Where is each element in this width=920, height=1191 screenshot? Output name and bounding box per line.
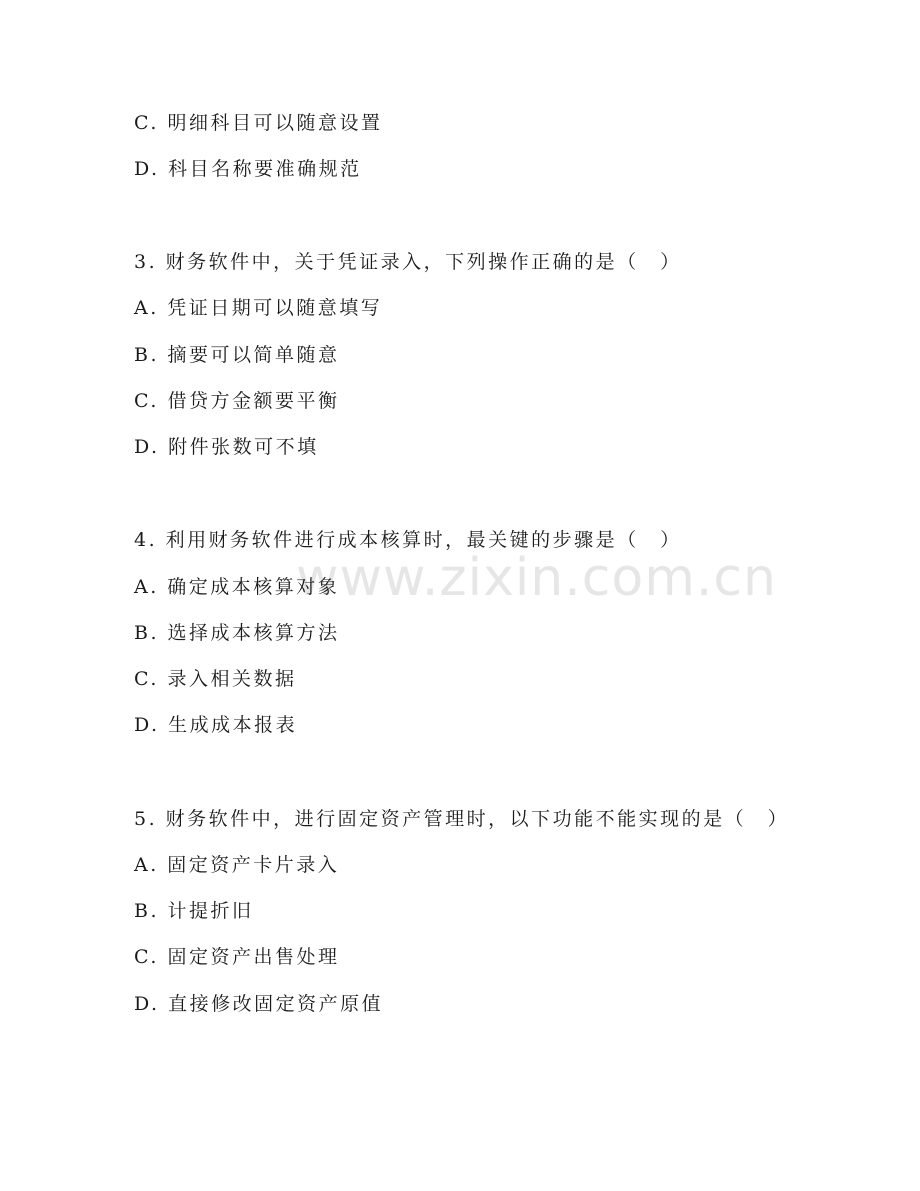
question-5: 5. 财务软件中，进行固定资产管理时，以下功能不能实现的是（ ） bbox=[134, 808, 790, 830]
option-c-q5: C. 固定资产出售处理 bbox=[134, 946, 340, 968]
option-d-q2: D. 科目名称要准确规范 bbox=[134, 158, 362, 180]
option-c-q4: C. 录入相关数据 bbox=[134, 668, 297, 690]
option-d-q3: D. 附件张数可不填 bbox=[134, 436, 319, 458]
watermark: www.zixin.com.cn bbox=[296, 548, 777, 608]
option-b-q3: B. 摘要可以简单随意 bbox=[134, 344, 340, 366]
option-d-q4: D. 生成成本报表 bbox=[134, 714, 298, 736]
option-c-q2: C. 明细科目可以随意设置 bbox=[134, 112, 383, 134]
option-d-q5: D. 直接修改固定资产原值 bbox=[134, 993, 384, 1015]
option-a-q3: A. 凭证日期可以随意填写 bbox=[134, 297, 383, 319]
option-c-q3: C. 借贷方金额要平衡 bbox=[134, 390, 340, 412]
question-3: 3. 财务软件中，关于凭证录入，下列操作正确的是（ ） bbox=[134, 251, 682, 273]
option-b-q5: B. 计提折旧 bbox=[134, 900, 254, 922]
question-4: 4. 利用财务软件进行成本核算时，最关键的步骤是（ ） bbox=[134, 529, 682, 551]
option-a-q5: A. 固定资产卡片录入 bbox=[134, 854, 340, 876]
option-a-q4: A. 确定成本核算对象 bbox=[134, 576, 340, 598]
option-b-q4: B. 选择成本核算方法 bbox=[134, 622, 340, 644]
